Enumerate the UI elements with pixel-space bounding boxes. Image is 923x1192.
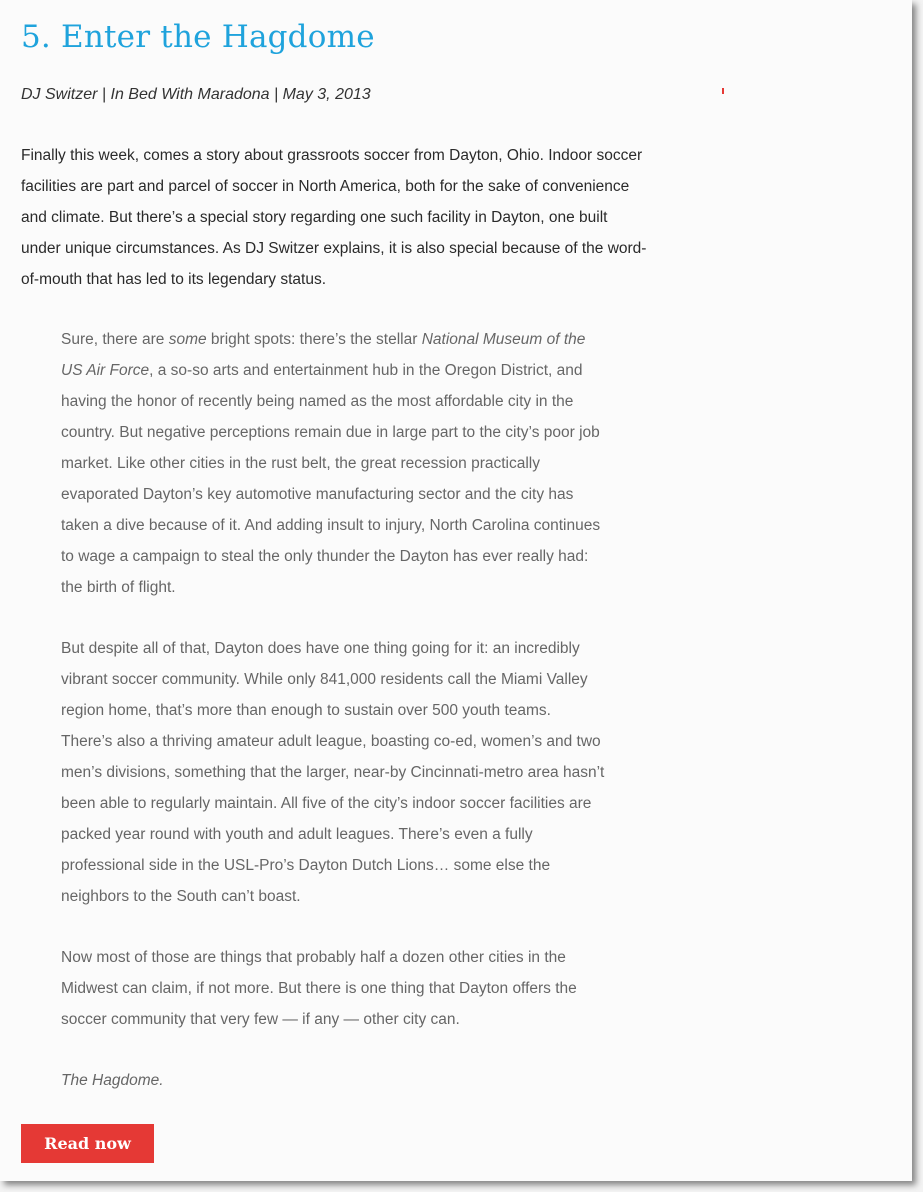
excerpt-emphasis: National Museum of the US Air Force [61, 331, 586, 379]
excerpt-emphasis: The Hagdome. [61, 1072, 164, 1089]
read-now-button[interactable]: Read now [21, 1124, 154, 1163]
article-title: 5. Enter the Hagdome [21, 19, 375, 55]
excerpt-emphasis: some [168, 331, 207, 348]
excerpt-paragraph-1 [61, 324, 606, 603]
excerpt-text: Sure, there are [61, 331, 169, 348]
excerpt-text: , a so-so arts and entertainment hub in the Oregon District, and having the honor of recently being named as the most affordable city in the country. But negative perceptions remain due in large part to the city’s poor job market. Like other cities in the rust belt, the great recession practically evaporated Dayton’s key automotive manufacturing sector and the city has taken a dive because of it. And adding insult to injury, North Carolina continues to wage a campaign to steal the only thunder the Dayton has ever really had: the birth of flight. [61, 362, 601, 596]
article-excerpt [61, 324, 606, 1126]
article-intro: Finally this week, comes a story about grassroots soccer from Dayton, Ohio. Indoor soccer facilities are part and parcel of soccer in North America, both for the sake of convenience and climate. But there’s a special story regarding one such facility in Dayton, one built under unique circumstances. As DJ Switzer explains, it is also special because of the word-of-mouth that has led to its legendary status. [21, 147, 647, 288]
article-byline: DJ Switzer | In Bed With Maradona | May 3, 2013 [21, 86, 371, 103]
excerpt-paragraph-3: Now most of those are things that probably half a dozen other cities in the Midwest can claim, if not more. But there is one thing that Dayton offers the soccer community that very few — if any — other city can. [61, 949, 577, 1028]
decorative-mark [722, 88, 724, 94]
excerpt-text: bright spots: there’s the stellar [206, 331, 422, 348]
excerpt-paragraph-4 [61, 1065, 606, 1096]
excerpt-paragraph-2: But despite all of that, Dayton does have one thing going for it: an incredibly vibrant soccer community. While only 841,000 residents call the Miami Valley region home, that’s more than enough to sustain over 500 youth teams. There’s also a thriving amateur adult league, boasting co-ed, women’s and two men’s divisions, something that the larger, near-by Cincinnati-metro area hasn’t been able to regularly maintain. All five of the city’s indoor soccer facilities are packed year round with youth and adult leagues. There’s even a fully professional side in the USL-Pro’s Dayton Dutch Lions… some else the neighbors to the South can’t boast. [61, 640, 605, 905]
